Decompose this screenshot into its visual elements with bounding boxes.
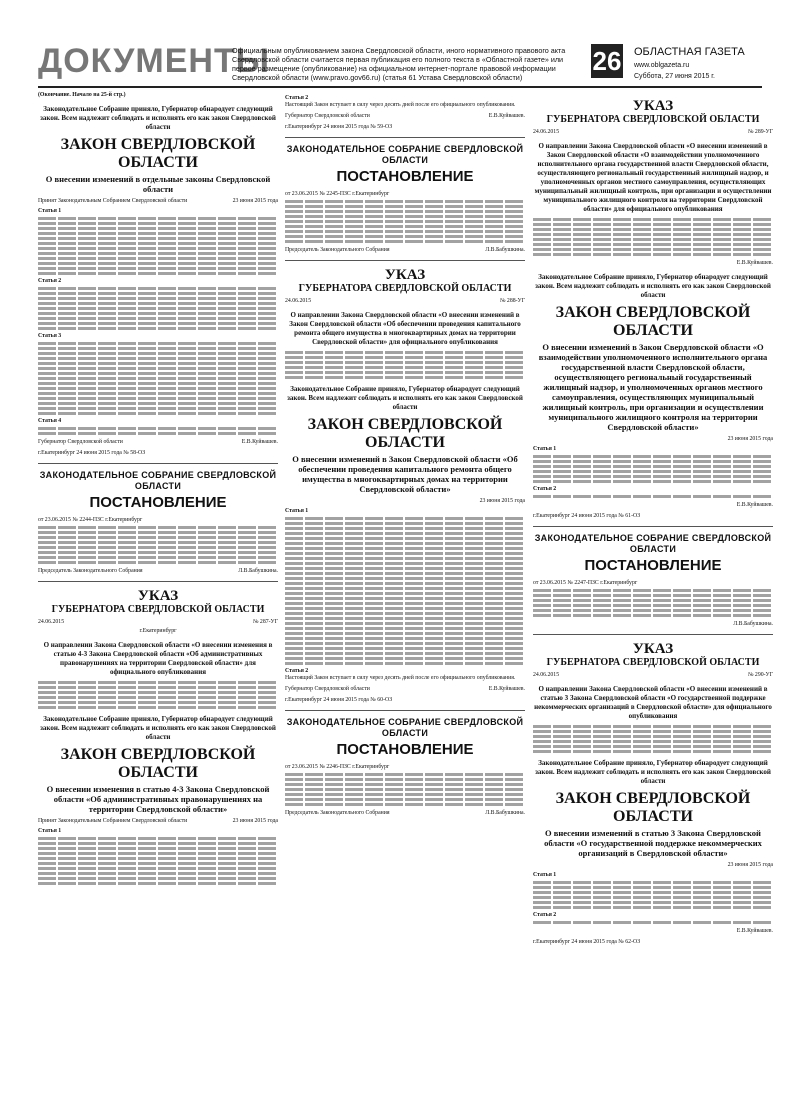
- decree-date: 24.06.2015: [285, 298, 312, 304]
- divider: [38, 581, 278, 582]
- divider: [285, 260, 525, 261]
- divider: [285, 710, 525, 711]
- article-text: [285, 517, 525, 665]
- law-title: ЗАКОН СВЕРДЛОВСКОЙ ОБЛАСТИ: [555, 304, 751, 339]
- decree-subtitle: ГУБЕРНАТОРА СВЕРДЛОВСКОЙ ОБЛАСТИ: [298, 283, 512, 294]
- article-text: [533, 921, 773, 924]
- signature-name: Л.В.Бабушкина.: [238, 568, 278, 574]
- adopted-date: 23 июня 2015 года: [232, 198, 278, 204]
- decree-text: [38, 681, 278, 709]
- signature-name: Е.В.Куйвашев.: [736, 502, 773, 508]
- signature-place: г.Екатеринбург 24 июня 2015 года № 60-ОЗ: [285, 697, 393, 703]
- decree-place: г.Екатеринбург: [139, 628, 177, 634]
- law-subtitle: О внесении изменения в статью 4-3 Закона Свердловской области «Об административных правонарушениях на территории Свердловской области»: [46, 784, 270, 814]
- article-text: [38, 837, 278, 885]
- signature-name: Е.В.Куйвашев.: [488, 113, 525, 119]
- decree-text: [285, 351, 525, 379]
- article-heading: Статья 2: [533, 912, 557, 918]
- law-subtitle: О внесении изменений в статью 3 Закона Свердловской области «О государственной поддержке некоммерческих организаций в Свердловской области»: [544, 828, 762, 858]
- decree-number: № 287-УГ: [252, 619, 278, 625]
- resolution-text: [285, 200, 525, 243]
- article-text: Настоящий Закон вступает в силу через десять дней после его официального опубликования.: [285, 102, 516, 108]
- law-title: ЗАКОН СВЕРДЛОВСКОЙ ОБЛАСТИ: [555, 790, 751, 825]
- article-heading: Статья 3: [38, 333, 62, 339]
- article-heading: Статья 4: [38, 418, 62, 424]
- decree-subtitle: ГУБЕРНАТОРА СВЕРДЛОВСКОЙ ОБЛАСТИ: [51, 604, 265, 615]
- resolution-title: ПОСТАНОВЛЕНИЕ: [336, 168, 474, 185]
- decree-title: УКАЗ: [384, 267, 426, 283]
- assembly-heading: ЗАКОНОДАТЕЛЬНОЕ СОБРАНИЕ СВЕРДЛОВСКОЙ ОБЛАСТИ: [534, 533, 772, 554]
- signature-role: Председатель Законодательного Собрания: [38, 568, 143, 574]
- resolution-title: ПОСТАНОВЛЕНИЕ: [336, 741, 474, 758]
- decree-heading: О направлении Закона Свердловской области «О внесении изменений в статью 3 Закона Свердловской области «О государственной поддержке некоммерческих организаций в Свердловской области» для официального опубликования: [534, 685, 772, 720]
- resolution-number: от 23.06.2015 № 2246-ПЗС г.Екатеринбург: [285, 764, 390, 770]
- adopted-date: 23 июня 2015 года: [479, 498, 525, 504]
- article-heading: Статья 2: [285, 95, 309, 101]
- article-heading: Статья 1: [38, 208, 62, 214]
- divider: [38, 463, 278, 464]
- signature-name: Л.В.Бабушкина.: [485, 810, 525, 816]
- resolution-number: от 23.06.2015 № 2245-ПЗС г.Екатеринбург: [285, 191, 390, 197]
- law-announcement: Законодательное Собрание приняло, Губернатор обнародует следующий закон. Всем надлежит соблюдать и исполнять его как закон Свердловской области: [40, 715, 276, 741]
- article-text: [38, 342, 278, 415]
- column-1: [38, 92, 278, 887]
- signature-name: Л.В.Бабушкина.: [733, 621, 773, 627]
- assembly-heading: ЗАКОНОДАТЕЛЬНОЕ СОБРАНИЕ СВЕРДЛОВСКОЙ ОБЛАСТИ: [286, 717, 524, 738]
- article-heading: Статья 2: [285, 668, 309, 674]
- article-heading: Статья 1: [533, 446, 557, 452]
- adopted-date: 23 июня 2015 года: [727, 862, 773, 868]
- article-heading: Статья 1: [285, 508, 309, 514]
- signature-place: г.Екатеринбург 24 июня 2015 года № 62-ОЗ: [533, 939, 641, 945]
- resolution-number: от 23.06.2015 № 2247-ПЗС г.Екатеринбург: [533, 580, 638, 586]
- decree-title: УКАЗ: [137, 588, 179, 604]
- law-title: ЗАКОН СВЕРДЛОВСКОЙ ОБЛАСТИ: [307, 416, 503, 451]
- decree-number: № 290-УГ: [747, 672, 773, 678]
- signature-place: г.Екатеринбург 24 июня 2015 года № 61-ОЗ: [533, 513, 641, 519]
- resolution-text: [533, 589, 773, 617]
- law-title: ЗАКОН СВЕРДЛОВСКОЙ ОБЛАСТИ: [60, 136, 256, 171]
- resolution-title: ПОСТАНОВЛЕНИЕ: [89, 494, 227, 511]
- column-3: [533, 92, 773, 950]
- divider: [533, 634, 773, 635]
- law-subtitle: О внесении изменений в Закон Свердловской области «Об обеспечении проведения капитального ремонта общего имущества в многоквартирных домах на территории Свердловской области»: [292, 454, 518, 494]
- decree-heading: О направлении Закона Свердловской области «О внесении изменения в статью 4-3 Закона Свердловской области «Об административных правонарушениях на территории Свердловской области» для официального опубликования: [43, 641, 273, 676]
- decree-number: № 288-УГ: [499, 298, 525, 304]
- law-announcement: Законодательное Собрание приняло, Губернатор обнародует следующий закон. Всем надлежит соблюдать и исполнять его как закон Свердловской области: [287, 385, 523, 411]
- decree-subtitle: ГУБЕРНАТОРА СВЕРДЛОВСКОЙ ОБЛАСТИ: [546, 114, 760, 125]
- adopted-by: Принят Законодательным Собранием Свердловской области: [38, 198, 188, 204]
- law-subtitle: О внесении изменений в отдельные законы Свердловской области: [45, 174, 271, 194]
- adopted-date: 23 июня 2015 года: [232, 818, 278, 824]
- decree-number: № 289-УГ: [747, 129, 773, 135]
- signature-place: г.Екатеринбург 24 июня 2015 года № 59-ОЗ: [285, 124, 393, 130]
- signature-name: Е.В.Куйвашев.: [736, 260, 773, 266]
- masthead-rule: [38, 86, 762, 88]
- law-announcement: Законодательное Собрание приняло, Губернатор обнародует следующий закон. Всем надлежит соблюдать и исполнять его как закон Свердловской области: [535, 759, 771, 785]
- law-announcement: Законодательное Собрание приняло, Губернатор обнародует следующий закон. Всем надлежит соблюдать и исполнять его как закон Свердловской области: [40, 105, 276, 131]
- signature-name: Е.В.Куйвашев.: [488, 686, 525, 692]
- decree-heading: О направлении Закона Свердловской области «О внесении изменений в Закон Свердловской области «Об обеспечении проведения капитального ремонта общего имущества в многоквартирных домах на территории Свердловской области» для официального опубликования: [289, 311, 521, 346]
- article-heading: Статья 1: [38, 828, 62, 834]
- article-heading: Статья 2: [533, 486, 557, 492]
- article-text: Настоящий Закон вступает в силу через десять дней после его официального опубликования.: [285, 675, 516, 681]
- signature-role: Губернатор Свердловской области: [285, 113, 370, 119]
- divider: [533, 526, 773, 527]
- masthead-lead: Официальным опубликованием закона Свердловской области, иного нормативного правового акта Свердловской области считается первая публикация его полного текста в «Областной газете» или первое размещение (опубликование) на официальном интернет-портале правовой информации Свердловской области (www.pravo.gov66.ru) (статья 61 Устава Свердловской области): [232, 46, 566, 82]
- divider: [285, 137, 525, 138]
- article-text: [533, 881, 773, 909]
- resolution-title: ПОСТАНОВЛЕНИЕ: [584, 557, 722, 574]
- newspaper-site[interactable]: www.oblgazeta.ru: [634, 62, 690, 69]
- article-text: [38, 427, 278, 435]
- masthead: [0, 0, 800, 96]
- signature-name: Е.В.Куйвашев.: [241, 439, 278, 445]
- adopted-by: Принят Законодательным Собранием Свердловской области: [38, 818, 188, 824]
- assembly-heading: ЗАКОНОДАТЕЛЬНОЕ СОБРАНИЕ СВЕРДЛОВСКОЙ ОБЛАСТИ: [39, 470, 277, 491]
- issue-date: Суббота, 27 июня 2015 г.: [634, 73, 715, 80]
- article-text: [38, 217, 278, 275]
- newspaper-brand: ОБЛАСТНАЯ ГАЗЕТА: [634, 46, 745, 58]
- column-2: [285, 92, 525, 821]
- decree-title: УКАЗ: [632, 641, 674, 657]
- assembly-heading: ЗАКОНОДАТЕЛЬНОЕ СОБРАНИЕ СВЕРДЛОВСКОЙ ОБЛАСТИ: [286, 144, 524, 165]
- page-number: 26: [592, 46, 622, 76]
- adopted-date: 23 июня 2015 года: [727, 436, 773, 442]
- decree-date: 24.06.2015: [533, 129, 560, 135]
- decree-subtitle: ГУБЕРНАТОРА СВЕРДЛОВСКОЙ ОБЛАСТИ: [546, 657, 760, 668]
- article-text: [533, 495, 773, 498]
- section-title: ДОКУМЕНТЫ: [38, 42, 271, 80]
- signature-name: Е.В.Куйвашев.: [736, 928, 773, 934]
- signature-role: Председатель Законодательного Собрания: [285, 247, 390, 253]
- resolution-number: от 23.06.2015 № 2244-ПЗС г.Екатеринбург: [38, 517, 143, 523]
- decree-date: 24.06.2015: [38, 619, 65, 625]
- decree-title: УКАЗ: [632, 98, 674, 114]
- signature-role: Губернатор Свердловской области: [38, 439, 123, 445]
- signature-role: Губернатор Свердловской области: [285, 686, 370, 692]
- continuation-note: (Окончание. Начало на 25-й стр.): [38, 92, 126, 98]
- article-text: [38, 287, 278, 330]
- decree-date: 24.06.2015: [533, 672, 560, 678]
- signature-role: Председатель Законодательного Собрания: [285, 810, 390, 816]
- signature-place: г.Екатеринбург 24 июня 2015 года № 58-ОЗ: [38, 450, 146, 456]
- resolution-text: [38, 526, 278, 564]
- article-text: [533, 455, 773, 483]
- law-title: ЗАКОН СВЕРДЛОВСКОЙ ОБЛАСТИ: [60, 746, 256, 781]
- decree-text: [533, 725, 773, 753]
- article-heading: Статья 1: [533, 872, 557, 878]
- law-subtitle: О внесении изменений в Закон Свердловской области «О взаимодействии уполномоченного исполнительного органа государственной власти Свердловской области, осуществляющего региональный государственный жилищный надзор, и уполномоченных органов местного самоуправления, осуществляющих муниципальный жилищный контроль, при организации и осуществлении муниципального жилищного контроля на территории Свердловской области»: [538, 342, 768, 432]
- decree-text: [533, 218, 773, 256]
- resolution-text: [285, 773, 525, 806]
- article-heading: Статья 2: [38, 278, 62, 284]
- signature-name: Л.В.Бабушкина.: [485, 247, 525, 253]
- law-announcement: Законодательное Собрание приняло, Губернатор обнародует следующий закон. Всем надлежит соблюдать и исполнять его как закон Свердловской области: [535, 273, 771, 299]
- decree-heading: О направлении Закона Свердловской области «О внесении изменений в Закон Свердловской области «О взаимодействии уполномоченного исполнительного органа государственной власти Свердловской области, осуществляющего региональный государственный жилищный надзор, и уполномоченных органов местного самоуправления, осуществляющих муниципальный жилищный контроль, при организации и осуществлении муниципального жилищного контроля на территории Свердловской области» для официального опубликования: [534, 142, 772, 213]
